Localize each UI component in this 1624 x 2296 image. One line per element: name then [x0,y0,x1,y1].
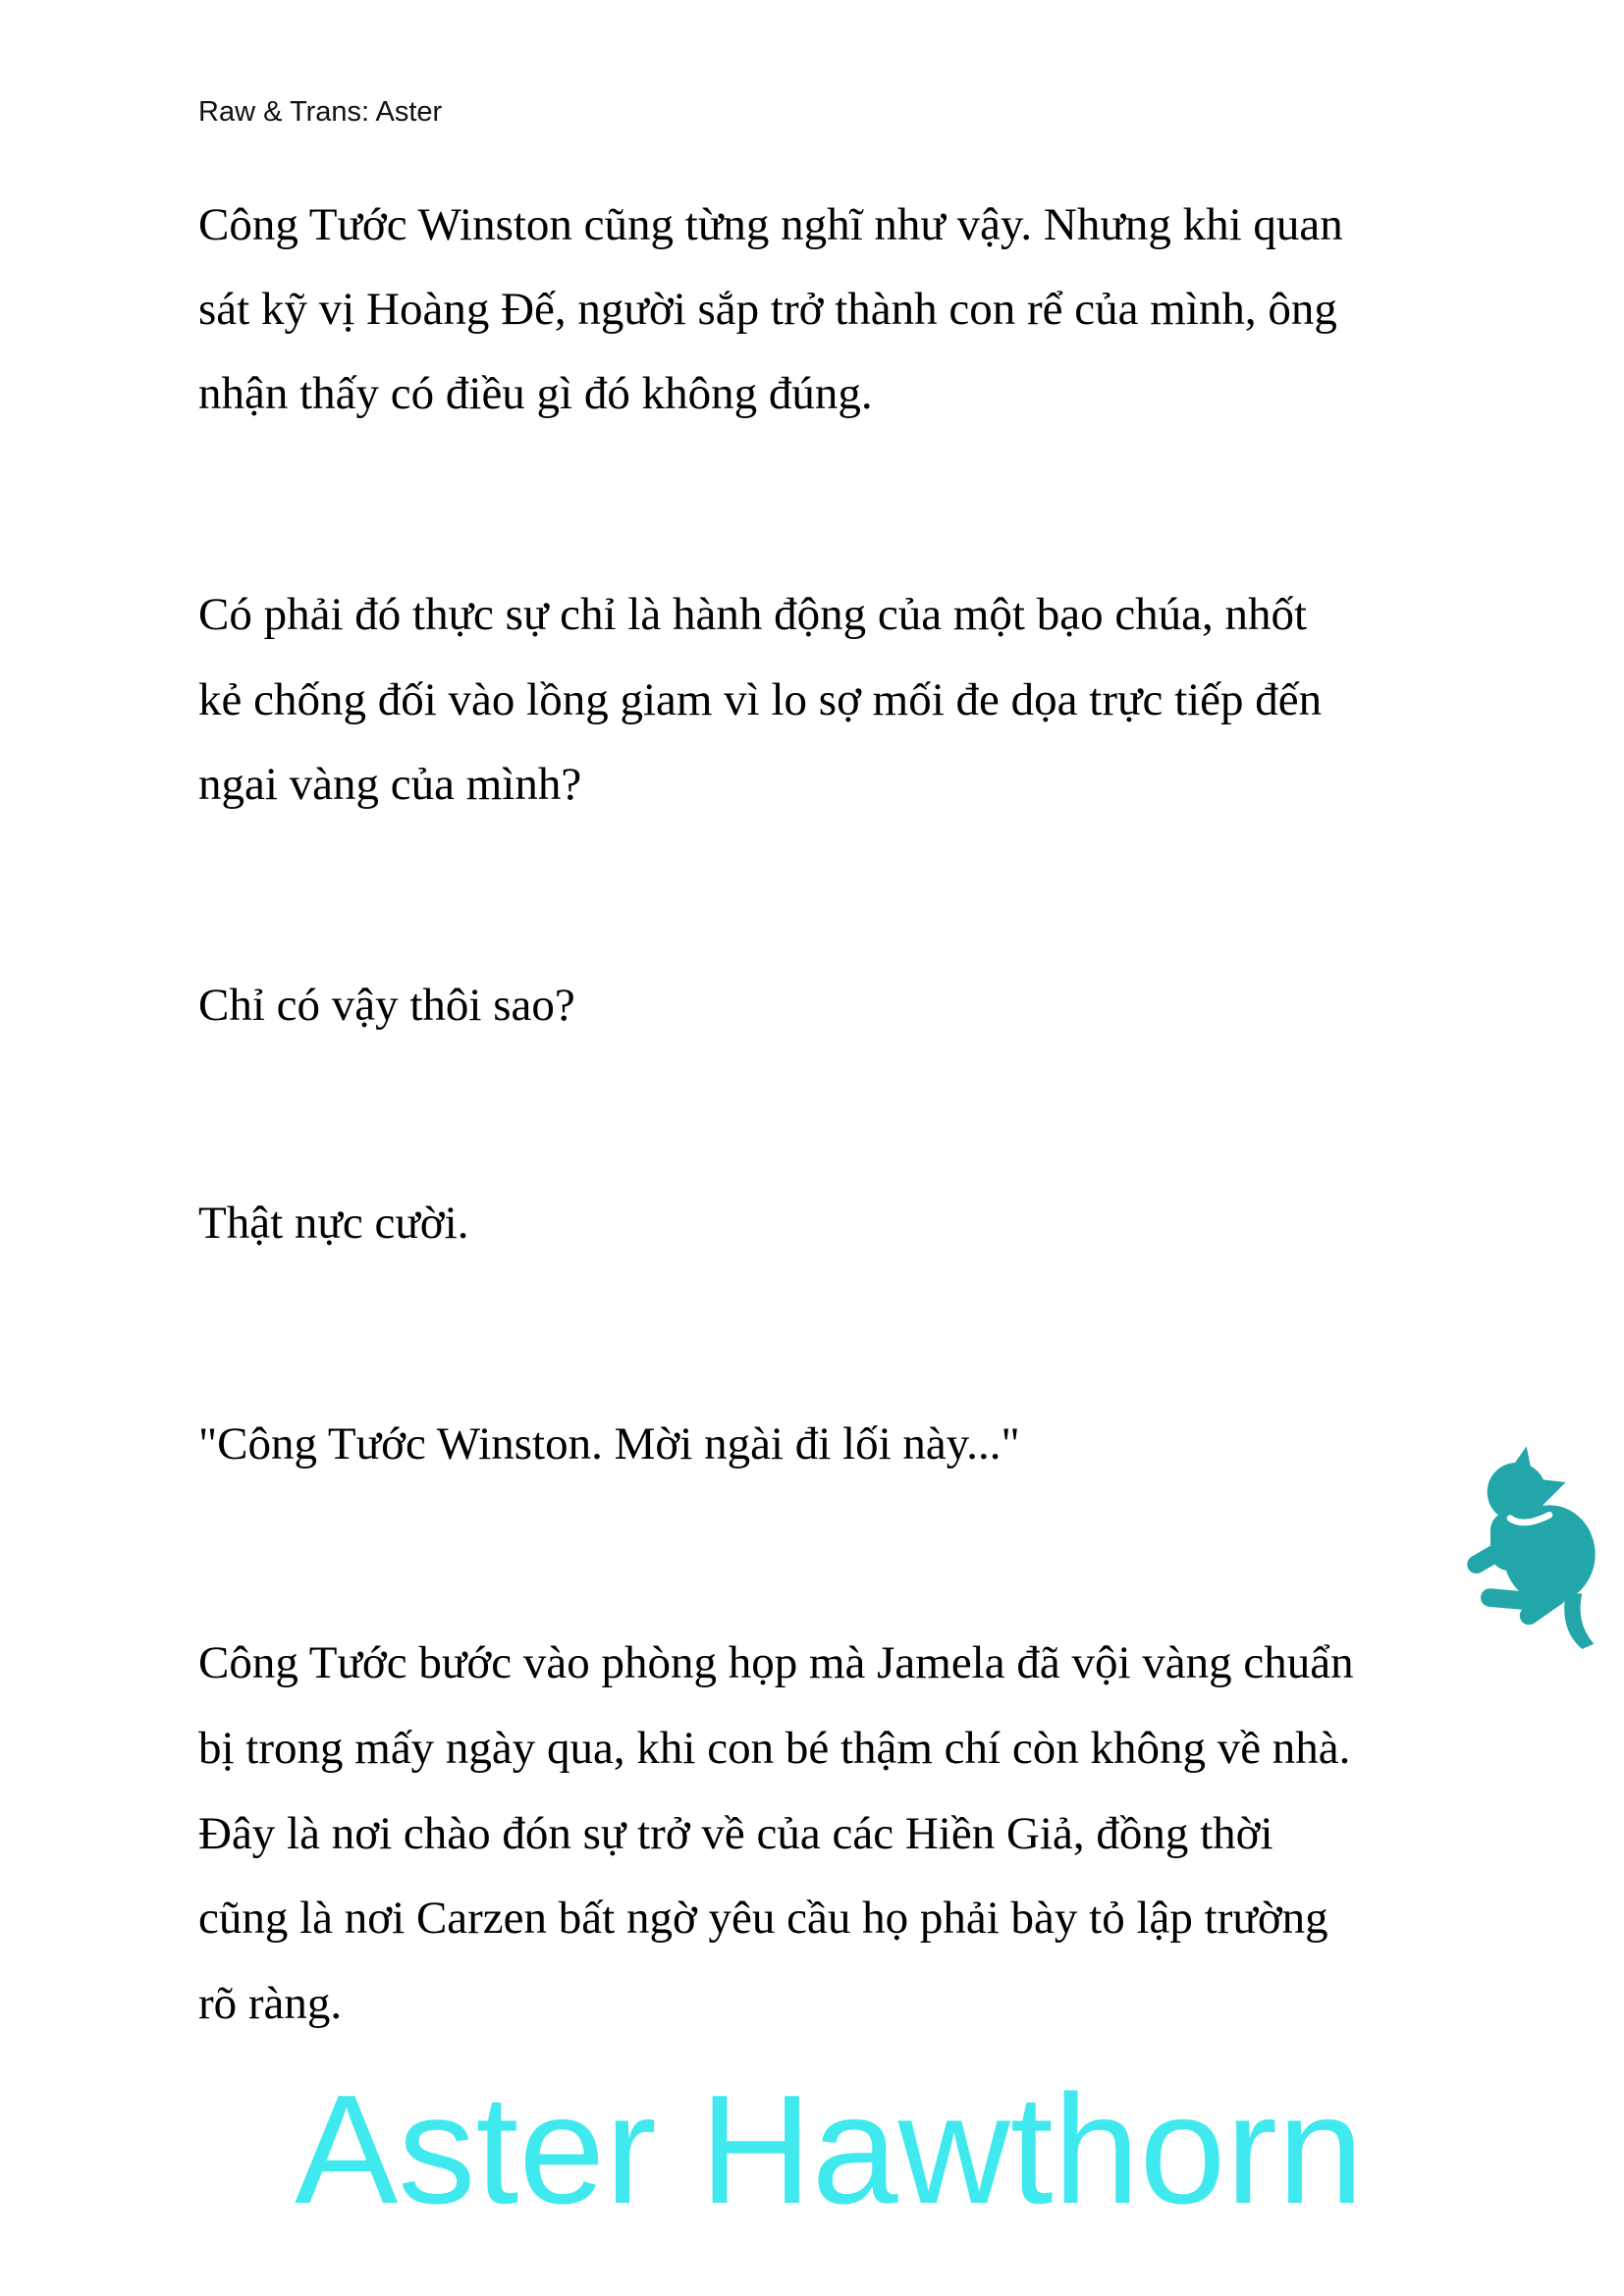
text-line: Công Tước Winston cũng từng nghĩ như vậy. Nhưng khi quan [198,199,1343,250]
text-line: cũng là nơi Carzen bất ngờ yêu cầu họ phải bày tỏ lập trường [198,1893,1328,1944]
text-line: nhận thấy có điều gì đó không đúng. [198,368,873,419]
text-line: ngai vàng của mình? [198,759,582,810]
text-line: "Công Tước Winston. Mời ngài đi lối này..." [198,1418,1020,1469]
text-line: rõ ràng. [198,1978,343,2029]
text-line: Đây là nơi chào đón sự trở về của các Hiền Giả, đồng thời [198,1808,1273,1859]
text-line: sát kỹ vị Hoàng Đế, người sắp trở thành con rể của mình, ông [198,284,1337,335]
text-line: Chỉ có vậy thôi sao? [198,980,575,1031]
header-credit: Raw & Trans: Aster [198,96,443,128]
text-line: bị trong mấy ngày qua, khi con bé thậm chí còn không về nhà. [198,1723,1351,1774]
watermark-text: Aster Hawthorn [295,2063,1364,2236]
text-line: Công Tước bước vào phòng họp mà Jamela đã vội vàng chuẩn [198,1637,1354,1688]
text-line: Có phải đó thực sự chỉ là hành động của một bạo chúa, nhốt [198,589,1308,640]
text-line: Thật nực cười. [198,1198,469,1249]
text-line: kẻ chống đối vào lồng giam vì lo sợ mối đe dọa trực tiếp đến [198,674,1323,725]
cat-logo-icon [1451,1433,1608,1649]
